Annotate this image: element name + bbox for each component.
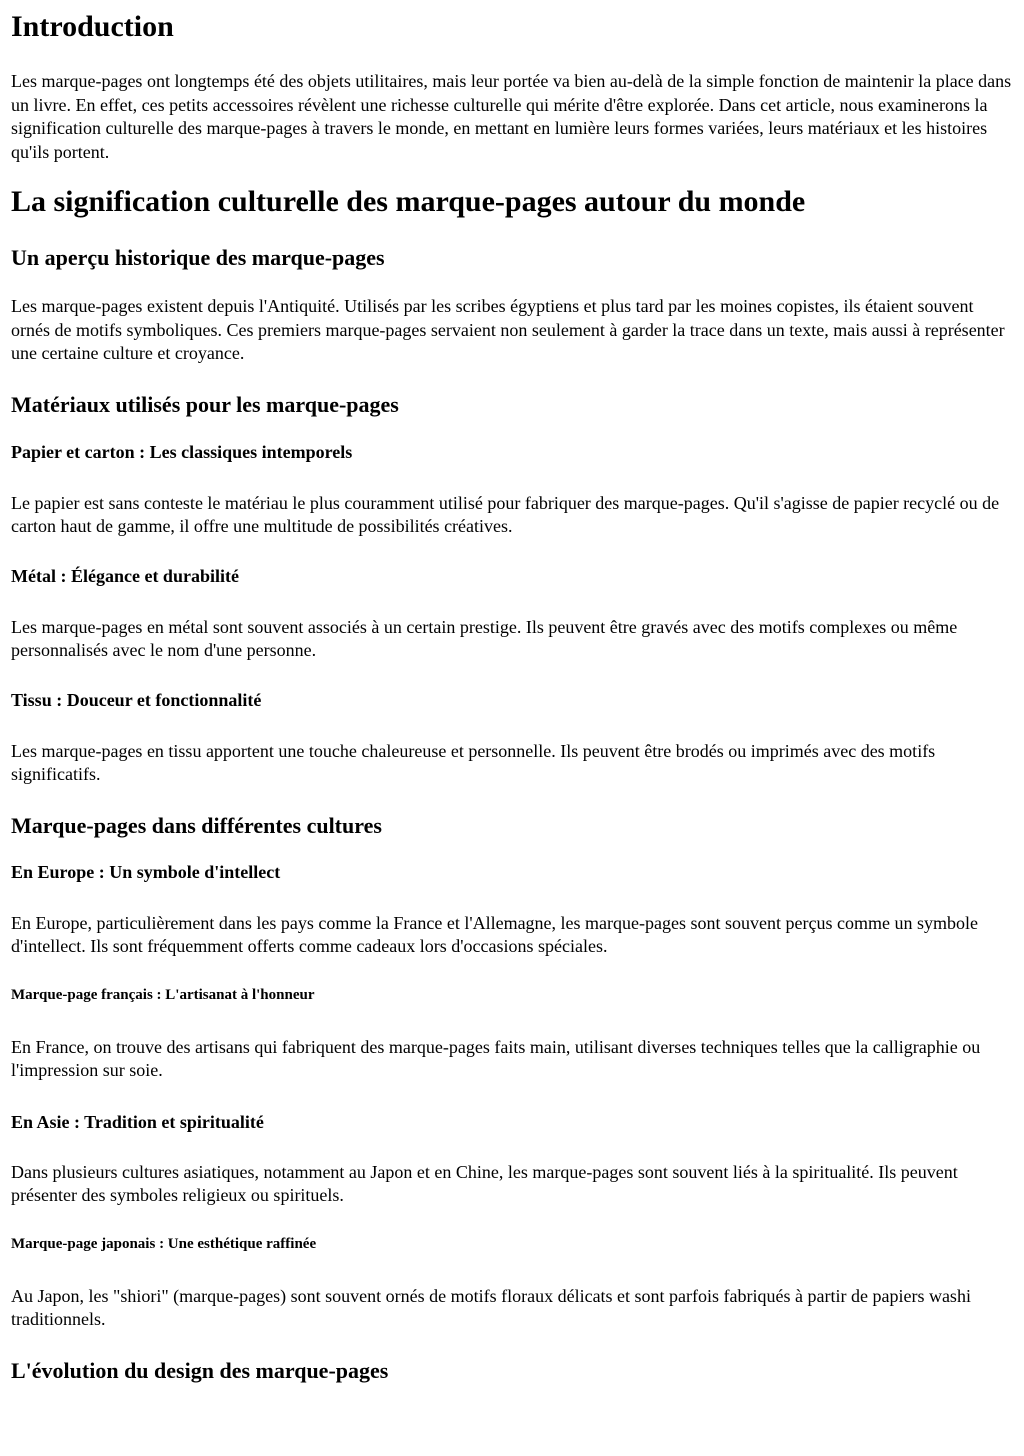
fabric-heading: Tissu : Douceur et fonctionnalité: [11, 689, 262, 710]
france-paragraph: En France, on trouve des artisans qui fabriquent des marque-pages faits main, utilisant diverses techniques telles que la calligraphie ou l'impression sur soie.: [11, 1036, 981, 1080]
asia-paragraph: Dans plusieurs cultures asiatiques, notamment au Japon et en Chine, les marque-pages sont souvent liés à la spiritualité. Ils peuvent présenter des symboles religieux ou spirituels.: [11, 1161, 958, 1205]
article: [0, 10, 1024, 1384]
evolution-heading: L'évolution du design des marque-pages: [11, 1357, 389, 1383]
main-title: La signification culturelle des marque-pages autour du monde: [11, 185, 806, 218]
paper-paragraph: Le papier est sans conteste le matériau le plus couramment utilisé pour fabriquer des marque-pages. Qu'il s'agisse de papier recyclé ou de carton haut de gamme, il offre une multitude de possibilités créatives.: [11, 492, 1000, 536]
fabric-paragraph: Les marque-pages en tissu apportent une touche chaleureuse et personnelle. Ils peuvent être brodés ou imprimés avec des motifs significatifs.: [11, 740, 936, 784]
introduction-paragraph: Les marque-pages ont longtemps été des objets utilitaires, mais leur portée va bien au-delà de la simple fonction de maintenir la place dans un livre. En effet, ces petits accessoires révèlent une richesse culturelle qui mérite d'être explorée. Dans cet article, nous examinerons la signification culturelle des marque-pages à travers le monde, en mettant en lumière leurs formes variées, leurs matériaux et les histoires qu'ils portent.: [11, 71, 1012, 162]
introduction-heading: Introduction: [11, 10, 174, 43]
metal-paragraph: Les marque-pages en métal sont souvent associés à un certain prestige. Ils peuvent être gravés avec des motifs complexes ou même personnalisés avec le nom d'une personne.: [11, 616, 958, 660]
history-paragraph: Les marque-pages existent depuis l'Antiquité. Utilisés par les scribes égyptiens et plus tard par les moines copistes, ils étaient souvent ornés de motifs symboliques. Ces premiers marque-pages servaient non seulement à garder la trace dans un texte, mais aussi à représenter une certaine culture et croyance.: [11, 296, 1005, 363]
paper-heading: Papier et carton : Les classiques intemporels: [11, 441, 353, 462]
europe-heading: En Europe : Un symbole d'intellect: [11, 861, 281, 882]
history-heading: Un aperçu historique des marque-pages: [11, 245, 385, 270]
materials-heading: Matériaux utilisés pour les marque-pages: [11, 391, 399, 417]
france-heading: Marque-page français : L'artisanat à l'honneur: [11, 986, 315, 1003]
metal-heading: Métal : Élégance et durabilité: [11, 565, 239, 586]
europe-paragraph: En Europe, particulièrement dans les pays comme la France et l'Allemagne, les marque-pages sont souvent perçus comme un symbole d'intellect. Ils sont fréquemment offerts comme cadeaux lors d'occasions spéciales.: [11, 912, 978, 956]
japan-heading: Marque-page japonais : Une esthétique raffinée: [11, 1235, 317, 1252]
cultures-heading: Marque-pages dans différentes cultures: [11, 812, 382, 838]
asia-heading: En Asie : Tradition et spiritualité: [11, 1111, 264, 1132]
japan-paragraph: Au Japon, les "shiori" (marque-pages) sont souvent ornés de motifs floraux délicats et sont parfois fabriqués à partir de papiers washi traditionnels.: [11, 1285, 971, 1329]
